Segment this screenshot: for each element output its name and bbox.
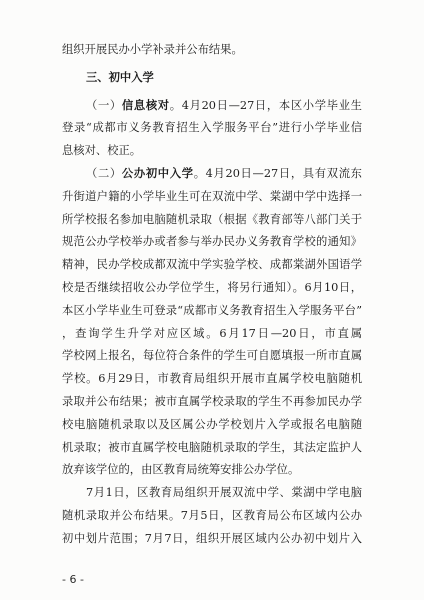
paragraph-3-line: 随机录取并公布结果。7月5日，区教育局公布区域内公办 bbox=[62, 508, 362, 522]
item-2-line: ，查询学生升学对应区域。6月17日—20日，市直属 bbox=[62, 326, 362, 340]
item-2-line: 放弃该学位的，由区教育局统筹安排公办学位。 bbox=[62, 463, 300, 477]
item-2-line: 精神，民办学校成都双流中学实验学校、成都棠湖外国语学 bbox=[62, 258, 362, 272]
item-2-line: 录取并公布结果；被市直属学校录取的学生不再参加民办学 bbox=[62, 394, 362, 408]
item-2-line: 学校网上报名，每位符合条件的学生可自愿填报一所市直属 bbox=[62, 349, 362, 363]
item-2-line: 升街道户籍的小学毕业生可在双流中学、棠湖中学中选择一 bbox=[62, 189, 362, 203]
item-2-line: 校电脑随机录取以及区属公办学校划片入学或报名电脑随 bbox=[62, 417, 362, 431]
paragraph-3-line: 初中划片范围；7月7日，组织开展区域内公办初中划片入 bbox=[62, 531, 362, 545]
item-1-title: 信息核对 bbox=[121, 98, 170, 112]
item-1-text: 。4月20日—27日，本区小学毕业生 bbox=[169, 98, 362, 112]
page-number: - 6 - bbox=[62, 573, 84, 586]
item-2-text: 。4月20日—27日，具有双流东 bbox=[193, 166, 362, 180]
document-body bbox=[62, 39, 362, 551]
item-2-line: 所学校报名参加电脑随机录取（根据《教育部等八部门关于 bbox=[62, 212, 362, 226]
item-2-line: 规范公办学校举办或者参与举办民办义务教育学校的通知》 bbox=[62, 235, 362, 249]
item-2-line: 学校。6月29日，市教育局组织开展市直属学校电脑随机 bbox=[62, 372, 362, 386]
paragraph-line: 组织开展民办小学补录并公布结果。 bbox=[62, 43, 243, 56]
item-1-line: 登录“成都市义务教育招生入学服务平台”进行小学毕业信 bbox=[62, 121, 362, 135]
item-2-title: 公办初中入学 bbox=[121, 166, 194, 180]
item-2-first-line bbox=[62, 163, 362, 186]
item-2-marker: （二） bbox=[86, 166, 122, 180]
item-1-line: 息核对、校正。 bbox=[62, 144, 142, 158]
paragraph-3-line: 7月1日，区教育局组织开展双流中学、棠湖中学电脑 bbox=[86, 486, 362, 500]
item-1-first-line bbox=[62, 95, 362, 118]
item-2-line: 机录取；被市直属学校电脑随机录取的学生，其法定监护人 bbox=[62, 440, 362, 454]
item-2-line: 本区小学毕业生可登录“成都市义务教育招生入学服务平台” bbox=[62, 303, 362, 317]
section-heading: 三、初中入学 bbox=[86, 70, 154, 84]
item-2-line: 校是否继续招收公办学位学生，将另行通知）。6月10日， bbox=[62, 280, 362, 294]
item-1-marker: （一） bbox=[86, 98, 122, 112]
